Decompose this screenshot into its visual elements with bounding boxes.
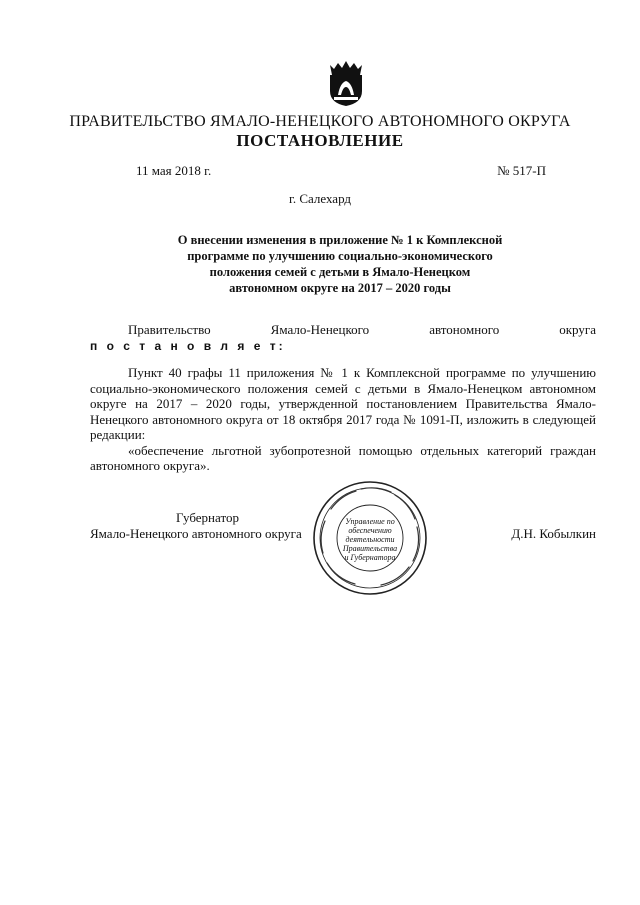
document-number: № 517-П bbox=[497, 163, 546, 178]
document-date: 11 мая 2018 г. bbox=[136, 163, 212, 178]
body-quote: «обеспечение льготной зубопротезной помощью отдельных категорий граждан автономного округа». bbox=[90, 442, 596, 473]
preamble bbox=[90, 322, 596, 354]
title-line: положения семей с детьми в Ямало-Ненецком bbox=[209, 265, 471, 279]
signature-position bbox=[90, 510, 310, 542]
signature-position-line: Губернатор bbox=[176, 510, 239, 525]
stamp-text-line: деятельности bbox=[345, 535, 395, 544]
document-city: г. Салехард bbox=[288, 191, 352, 206]
document-body bbox=[90, 365, 596, 474]
stamp-text-line: и Губернатора bbox=[344, 553, 396, 562]
stamp-text-line: Правительства bbox=[342, 544, 398, 553]
signature-position-line: Ямало-Ненецкого автономного округа bbox=[90, 526, 302, 541]
document-title bbox=[140, 232, 540, 296]
signature-name: Д.Н. Кобылкин bbox=[511, 526, 596, 541]
preamble-word: автономного bbox=[429, 322, 500, 337]
official-stamp bbox=[311, 479, 429, 597]
document-type: ПОСТАНОВЛЕНИЕ bbox=[236, 131, 404, 150]
title-line: программе по улучшению социально-экономического bbox=[187, 249, 493, 263]
preamble-word: Правительство bbox=[128, 322, 211, 337]
stamp-text-line: обеспечению bbox=[348, 526, 392, 535]
decree-word: п о с т а н о в л я е т: bbox=[90, 339, 286, 353]
government-name: ПРАВИТЕЛЬСТВО ЯМАЛО-НЕНЕЦКОГО АВТОНОМНОГО ОКРУГА bbox=[69, 113, 571, 130]
coat-of-arms-emblem bbox=[326, 59, 366, 107]
title-line: О внесении изменения в приложение № 1 к Комплексной bbox=[177, 233, 503, 247]
preamble-word: округа bbox=[559, 322, 596, 337]
title-line: автономном округе на 2017 – 2020 годы bbox=[229, 281, 451, 295]
preamble-line bbox=[90, 322, 596, 338]
stamp-text-line: Управление по bbox=[345, 517, 395, 526]
body-paragraph: Пункт 40 графы 11 приложения № 1 к Комплексной программе по улучшению социально-экономического положения семей с детьми в Ямало-Ненецком автономном округе на 2017 – 2020 годы, утвержденной постановлением Правительства Ямало-Ненецкого автономного округа от 18 октября 2017 года № 1091-П, изложить в следующей редакции: bbox=[90, 365, 596, 442]
preamble-word: Ямало-Ненецкого bbox=[270, 322, 370, 337]
